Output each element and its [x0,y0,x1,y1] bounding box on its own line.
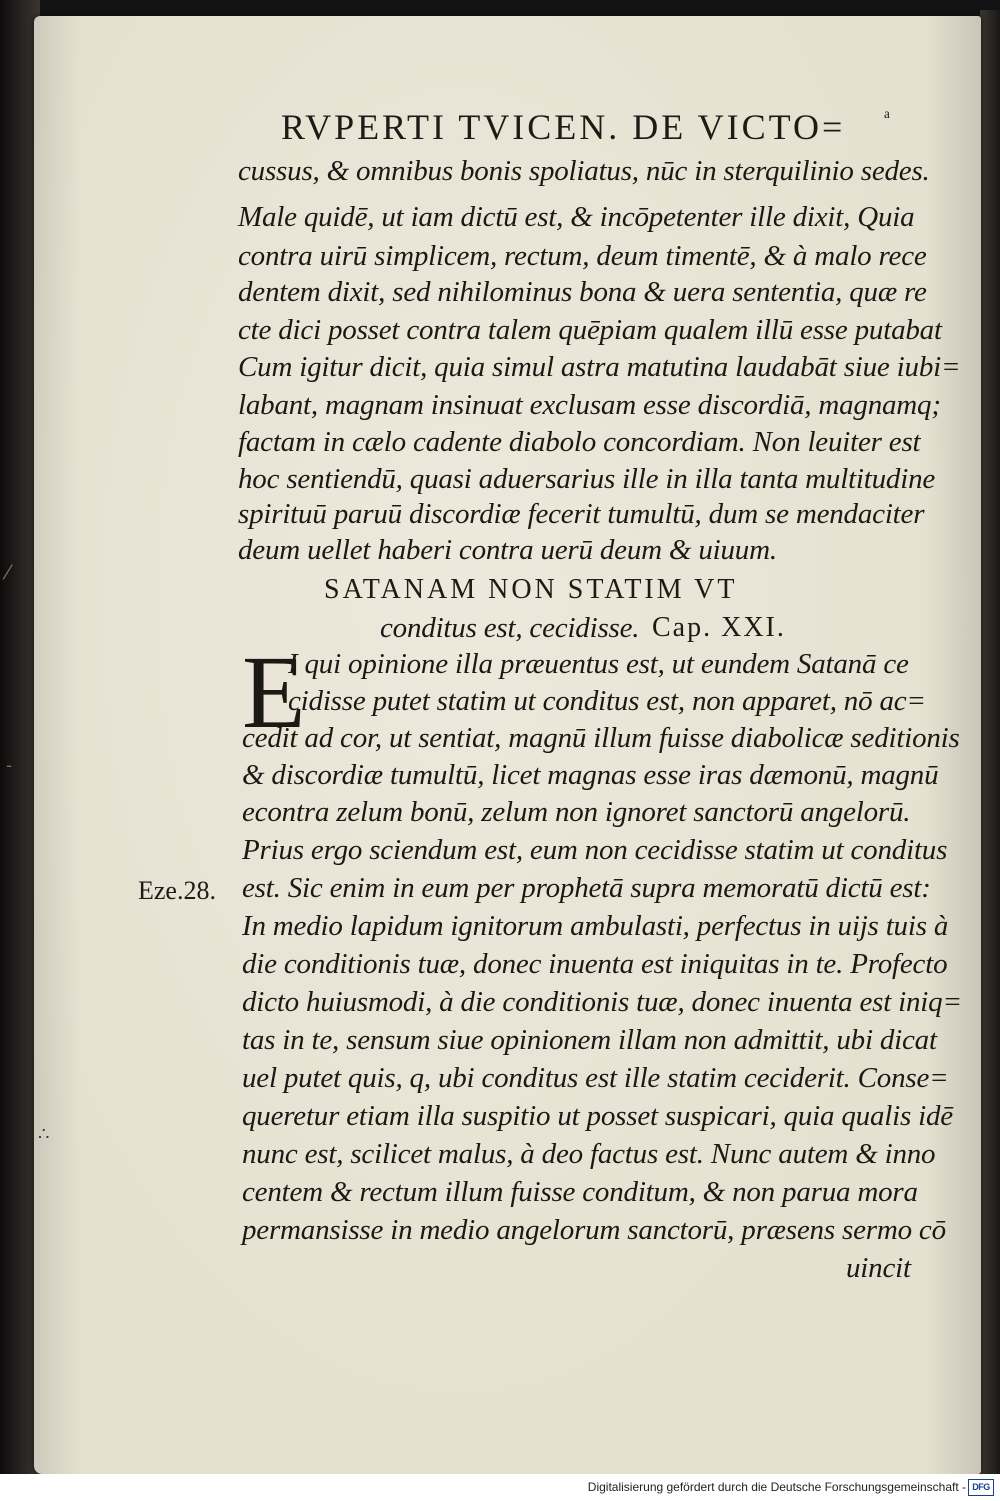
running-head: RVPERTI TVICEN. DE VICTO= [281,107,846,147]
text-line: uel putet quis, q, ubi conditus est ille statim ceciderit. Conse= [242,1062,949,1094]
edge-mark: ⁄ [6,560,10,584]
text-line: spirituū paruū discordiæ fecerit tumultū, dum se mendaciter [238,498,925,530]
text-line: econtra zelum bonū, zelum non ignoret sanctorū angelorū. [242,796,911,828]
text-line: cedit ad cor, ut sentiat, magnū illum fuisse diabolicæ seditionis [242,722,960,754]
text-line: est. Sic enim in eum per prophetā supra memoratū dictū est: [242,872,931,904]
text-line: Male quidē, ut iam dictū est, & incōpetenter ille dixit, Quia [238,201,915,233]
text-line: die conditionis tuæ, donec inuenta est iniquitas in te. Profecto [242,948,948,980]
margin-note: Eze.28. [138,876,216,905]
dfg-logo: DFG [968,1479,994,1496]
text-line: queretur etiam illa suspitio ut posset suspicari, quia qualis idē [242,1100,953,1132]
text-line: dicto huiusmodi, à die conditionis tuæ, donec inuenta est iniq= [242,986,962,1018]
text-line: dentem dixit, sed nihilominus bona & uera sententia, quæ re [238,276,927,308]
footer-bar [0,1474,1000,1501]
text-line: permansisse in medio angelorum sanctorū, præsens sermo cō [242,1214,946,1246]
text-line: hoc sentiendū, quasi aduersarius ille in illa tanta multitudine [238,463,936,495]
text-line: labant, magnam insinuat exclusam esse discordiā, magnamq; [238,389,941,421]
chapter-number: Cap. XXI. [652,612,786,643]
chapter-heading: SATANAM NON STATIM VT [324,574,738,605]
text-line: cte dici posset contra talem quēpiam qualem illū esse putabat [238,314,942,346]
text-line: nunc est, scilicet malus, à deo factus est. Nunc autem & inno [242,1138,936,1170]
text-line: deum uellet haberi contra uerū deum & uiuum. [238,534,777,566]
text-line: Cum igitur dicit, quia simul astra matutina laudabāt siue iubi= [238,351,961,383]
text-line: Prius ergo sciendum est, eum non cecidisse statim ut conditus [242,834,948,866]
margin-tick: ∴ [38,1124,50,1144]
text-line: tas in te, sensum siue opinionem illam non admittit, ubi dicat [242,1024,937,1056]
footer-credit: Digitalisierung gefördert durch die Deutsche Forschungsgemeinschaft - [587,1480,966,1494]
page-edge-shadow [980,10,1000,1480]
chapter-subheading: conditus est, cecidisse. [380,612,640,644]
text-line: In medio lapidum ignitorum ambulasti, perfectus in uijs tuis à [242,910,949,942]
corner-mark: ᵃ [884,104,891,129]
text-line: cussus, & omnibus bonis spoliatus, nūc in sterquilinio sedes. [238,155,930,187]
text-line: factam in cælo cadente diabolo concordiam. Non leuiter est [238,426,921,458]
drop-cap: E [242,635,306,750]
text-line: cidisse putet statim ut conditus est, non apparet, nō ac= [288,685,926,717]
text-line: I qui opinione illa præuentus est, ut eundem Satanā ce [288,648,909,680]
catchword: uincit [846,1252,911,1284]
text-line: centem & rectum illum fuisse conditum, & non parua mora [242,1176,918,1208]
text-line: contra uirū simplicem, rectum, deum timentē, & à malo rece [238,240,927,272]
edge-mark: - [6,755,13,776]
text-line: & discordiæ tumultū, licet magnas esse iras dæmonū, magnū [242,759,939,791]
